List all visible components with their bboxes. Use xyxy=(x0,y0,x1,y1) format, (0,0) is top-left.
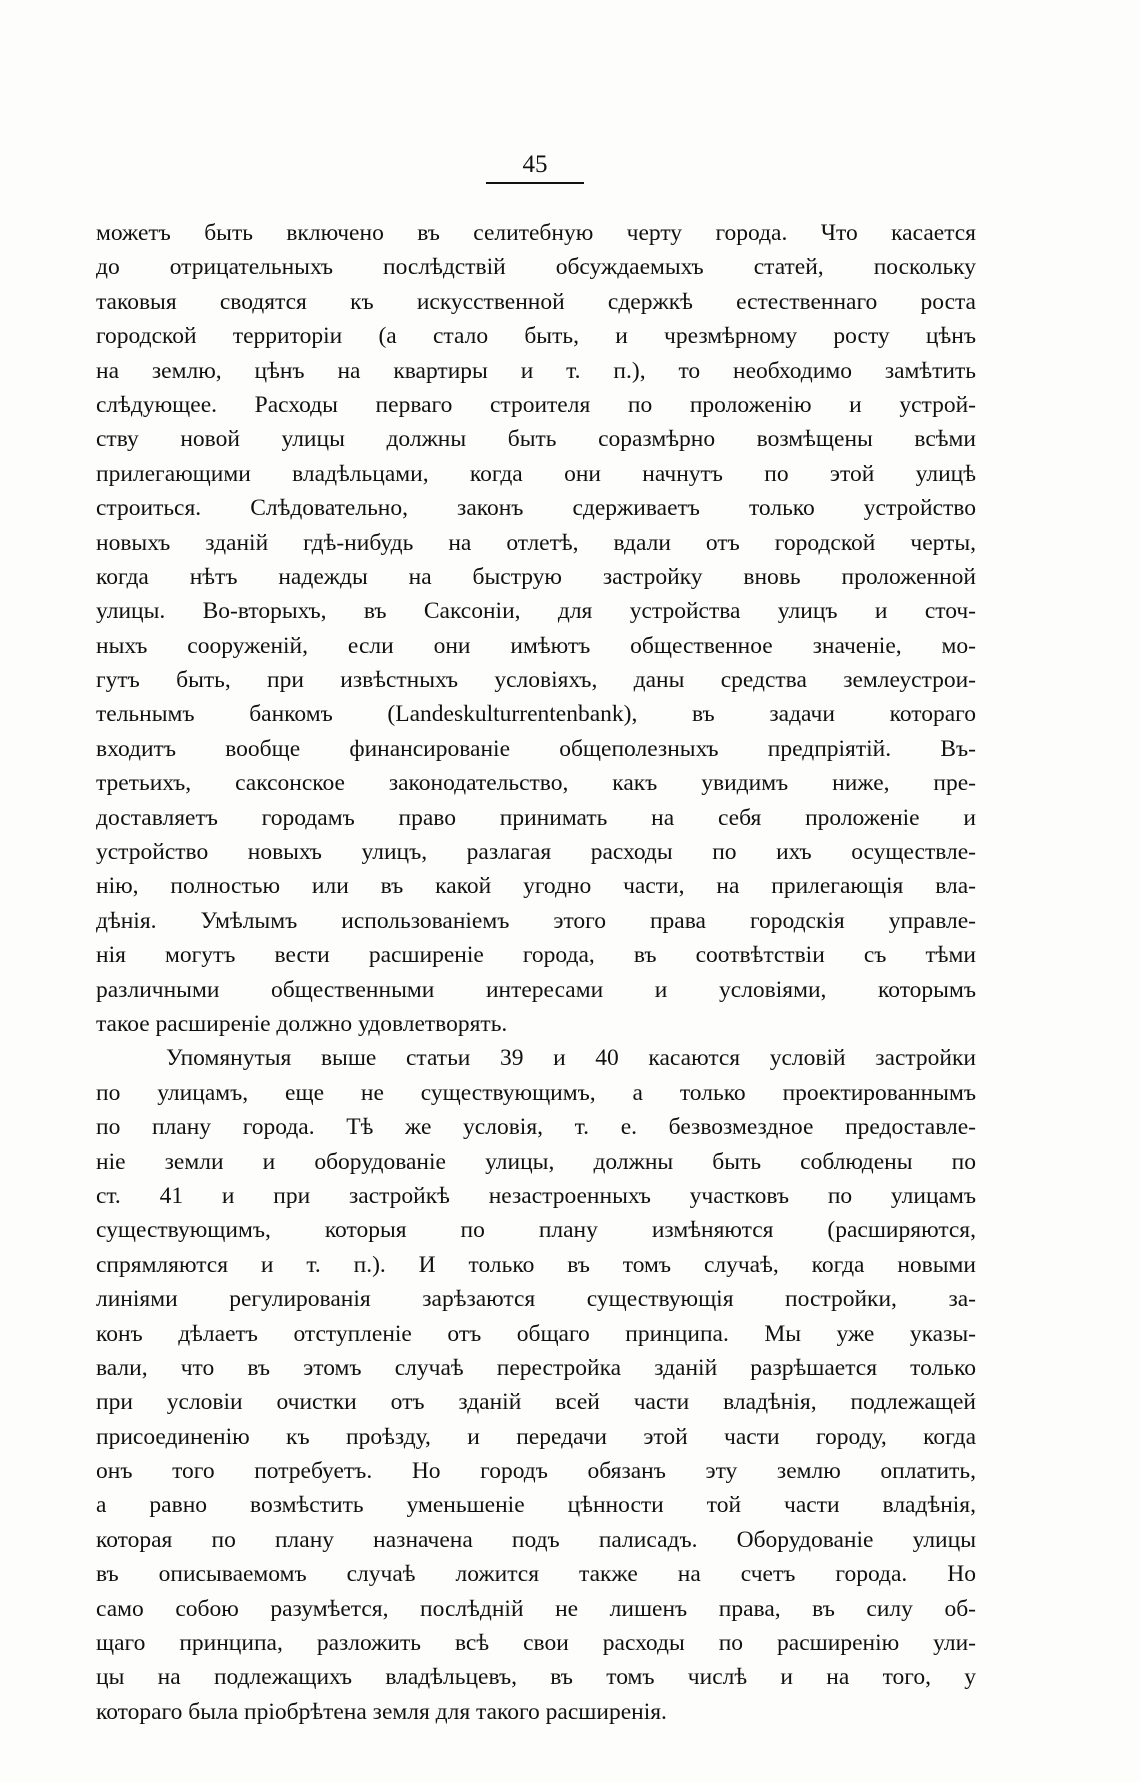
text-line: по улицамъ, еще не существующимъ, а только проектированнымъ xyxy=(96,1079,976,1106)
text-line: ніе земли и оборудованіе улицы, должны быть соблюдены по xyxy=(96,1148,976,1175)
page-number: 45 xyxy=(522,151,548,178)
text-line: въ описываемомъ случаѣ ложится также на счетъ города. Но xyxy=(96,1561,976,1588)
text-line: конъ дѣлаетъ отступленіе отъ общаго принципа. Мы уже указы- xyxy=(96,1320,976,1347)
text-line: доставляетъ городамъ право принимать на себя проложеніе и xyxy=(96,804,976,831)
text-line: городской территоріи (а стало быть, и чрезмѣрному росту цѣнъ xyxy=(96,323,976,350)
text-line: улицы. Во-вторыхъ, въ Саксоніи, для устройства улицъ и сточ- xyxy=(96,598,976,625)
text-line: дѣнія. Умѣлымъ использованіемъ этого права городскія управле- xyxy=(96,907,976,934)
text-line: присоединенію къ проѣзду, и передачи этой части городу, когда xyxy=(96,1423,976,1450)
text-line: цы на подлежащихъ владѣльцевъ, въ томъ числѣ и на того, у xyxy=(96,1664,976,1691)
text-line: таковыя сводятся къ искусственной сдержкѣ естественнаго роста xyxy=(96,288,976,315)
text-line: само собою разумѣется, послѣдній не лишенъ права, въ силу об- xyxy=(96,1595,976,1622)
text-line: третьихъ, саксонское законодательство, какъ увидимъ ниже, пре- xyxy=(96,770,976,797)
text-line: вали, что въ этомъ случаѣ перестройка зданій разрѣшается только xyxy=(96,1354,976,1381)
text-line: прилегающими владѣльцами, когда они начнутъ по этой улицѣ xyxy=(96,460,976,487)
text-line: входитъ вообще финансированіе общеполезныхъ предпріятій. Въ- xyxy=(96,735,976,762)
text-line: а равно возмѣстить уменьшеніе цѣнности той части владѣнія, xyxy=(96,1492,976,1519)
page-number-underline xyxy=(486,182,584,184)
text-line: слѣдующее. Расходы перваго строителя по проложенію и устрой- xyxy=(96,391,976,418)
text-line: на землю, цѣнъ на квартиры и т. п.), то необходимо замѣтить xyxy=(96,357,976,384)
text-line: гутъ быть, при извѣстныхъ условіяхъ, даны средства землеустрои- xyxy=(96,667,976,694)
text-line: ству новой улицы должны быть соразмѣрно возмѣщены всѣми xyxy=(96,426,976,453)
text-line: спрямляются и т. п.). И только въ томъ случаѣ, когда новыми xyxy=(96,1251,976,1278)
text-line: нію, полностью или въ какой угодно части, на прилегающія вла- xyxy=(96,873,976,900)
text-line: тельнымъ банкомъ (Landeskulturrentenbank), въ задачи котораго xyxy=(96,701,976,728)
text-line: когда нѣтъ надежды на быструю застройку вновь проложенной xyxy=(96,563,976,590)
text-line: новыхъ зданій гдѣ-нибудь на отлетѣ, вдали отъ городской черты, xyxy=(96,529,976,556)
text-line: можетъ быть включено въ селитебную черту города. Что касается xyxy=(96,220,976,246)
text-line: при условіи очистки отъ зданій всей части владѣнія, подлежащей xyxy=(96,1389,976,1416)
text-line: линіями регулированія зарѣзаются существующія постройки, за- xyxy=(96,1286,976,1313)
text-line: до отрицательныхъ послѣдствій обсуждаемыхъ статей, поскольку xyxy=(96,254,976,281)
body-text xyxy=(96,216,976,1729)
paragraph-start-line: Упомянутыя выше статьи 39 и 40 касаются условій застройки xyxy=(166,1045,976,1072)
paragraph-end-line: котораго была пріобрѣтена земля для такого расширенія. xyxy=(96,1698,667,1725)
text-line: онъ того потребуетъ. Но городъ обязанъ эту землю оплатить, xyxy=(96,1458,976,1485)
text-line: строиться. Слѣдовательно, законъ сдерживаетъ только устройство xyxy=(96,495,976,522)
text-line: ст. 41 и при застройкѣ незастроенныхъ участковъ по улицамъ xyxy=(96,1182,976,1209)
text-line: нія могутъ вести расширеніе города, въ соотвѣтствіи съ тѣми xyxy=(96,942,976,969)
text-line: существующимъ, которыя по плану измѣняются (расширяются, xyxy=(96,1217,976,1244)
text-line: по плану города. Тѣ же условія, т. е. безвозмездное предоставле- xyxy=(96,1114,976,1141)
text-line: которая по плану назначена подъ палисадъ. Оборудованіе улицы xyxy=(96,1526,976,1553)
paragraph-end-line: такое расширеніе должно удовлетворять. xyxy=(96,1010,508,1037)
text-line: ныхъ сооруженій, если они имѣютъ общественное значеніе, мо- xyxy=(96,632,976,659)
text-line: различными общественными интересами и условіями, которымъ xyxy=(96,976,976,1003)
text-line: устройство новыхъ улицъ, разлагая расходы по ихъ осуществле- xyxy=(96,839,976,866)
text-line: щаго принципа, разложить всѣ свои расходы по расширенію ули- xyxy=(96,1630,976,1657)
